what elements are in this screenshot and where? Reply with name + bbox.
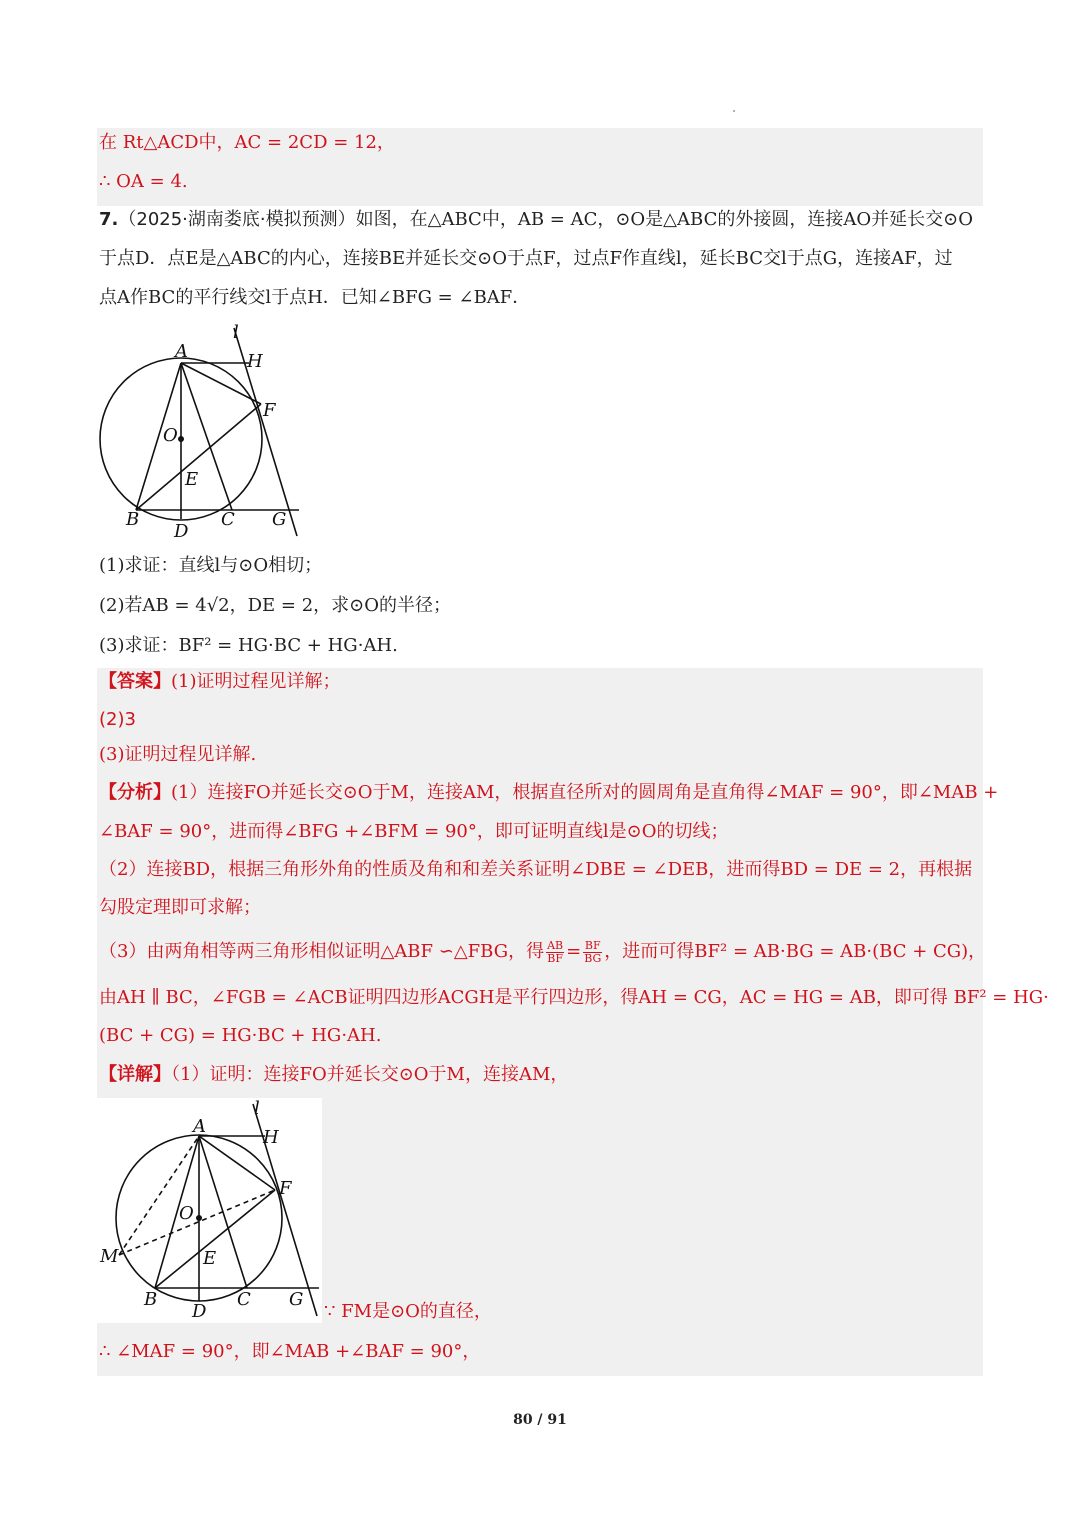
solution-line-2: ∴ OA = 4. — [99, 171, 188, 192]
label-g: G — [272, 509, 287, 530]
segment-mf-dashed — [119, 1190, 275, 1255]
detail-tag: 【详解】 — [99, 1064, 171, 1085]
solution-line-1: 在 Rt△ACD中，AC = 2CD = 12， — [99, 132, 395, 153]
detail-intro: （1）证明：连接FO并延长交⊙O于M，连接AM， — [171, 1064, 569, 1085]
label-o-2: O — [179, 1203, 194, 1224]
label-m-2: M — [100, 1246, 119, 1267]
problem-source: （2025·湖南娄底·模拟预测） — [118, 209, 356, 230]
detail-therefore: ∴ ∠MAF = 90°，即∠MAB +∠BAF = 90°， — [99, 1341, 481, 1362]
problem-line-3: 点A作BC的平行线交l于点H．已知∠BFG = ∠BAF． — [99, 287, 531, 308]
answer-tag: 【答案】 — [99, 671, 171, 692]
label-b-2: B — [144, 1289, 158, 1310]
stray-mark — [733, 110, 735, 112]
label-e-2: E — [203, 1248, 217, 1269]
analysis-p2-line2: 勾股定理即可求解； — [99, 897, 261, 918]
problem-number: 7. — [99, 209, 119, 230]
detail-since: ∵ FM是⊙O的直径， — [324, 1301, 492, 1322]
label-f: F — [263, 400, 276, 421]
question-3: (3)求证：BF² = HG·BC + HG·AH. — [99, 635, 398, 656]
label-c-2: C — [237, 1289, 251, 1310]
analysis-p3-line1 — [99, 938, 987, 966]
fraction-bf-bg-den: BG — [584, 951, 602, 965]
analysis-tag: 【分析】 — [99, 782, 171, 803]
question-2: (2)若AB = 4√2，DE = 2，求⊙O的半径； — [99, 595, 452, 616]
question-1: (1)求证：直线l与⊙O相切； — [99, 555, 323, 576]
analysis-p2-line1: （2）连接BD，根据三角形外角的性质及角和和差关系证明∠DBE = ∠DEB，进而得BD = DE = 2，再根据 — [99, 859, 973, 880]
label-b: B — [126, 509, 140, 530]
analysis-line-1 — [99, 781, 999, 805]
fraction-bf-bg-num: BF — [584, 938, 601, 952]
answer-line-1 — [99, 670, 981, 694]
segment-am-dashed — [119, 1136, 199, 1255]
analysis-p3-post: ，进而可得BF² = AB·BG = AB·(BC + CG)， — [604, 941, 987, 962]
label-c: C — [221, 509, 235, 530]
page-number: 80 / 91 — [513, 1412, 567, 1428]
fraction-ab-bf-num: AB — [547, 938, 564, 952]
segment-bf — [136, 404, 261, 510]
fraction-bf-bg — [583, 940, 602, 965]
label-g-2: G — [289, 1289, 304, 1310]
label-o: O — [163, 425, 178, 446]
geometry-figure-2 — [97, 1098, 322, 1323]
segment-bf-2 — [155, 1190, 275, 1288]
label-l: l — [233, 322, 239, 343]
geometry-figure-1 — [97, 322, 307, 544]
fraction-equals: = — [566, 941, 582, 962]
fraction-ab-bf-den: BF — [547, 951, 563, 965]
detail-line-1 — [99, 1063, 981, 1087]
line-l — [234, 328, 297, 536]
label-a: A — [175, 341, 188, 362]
label-d-2: D — [192, 1301, 207, 1322]
problem-line-1 — [99, 208, 981, 232]
label-f-2: F — [279, 1178, 292, 1199]
label-a-2: A — [193, 1116, 206, 1137]
answer-1: (1)证明过程见详解； — [171, 671, 341, 692]
figure-2-svg — [97, 1098, 322, 1323]
analysis-p3-line2: 由AH ∥ BC，∠FGB = ∠ACB证明四边形ACGH是平行四边形，得AH = CG，AC = HG = AB，即可得 BF² = HG· — [99, 987, 1049, 1008]
analysis-p3-line3: (BC + CG) = HG·BC + HG·AH. — [99, 1025, 382, 1046]
analysis-p1-line1: (1）连接FO并延长交⊙O于M，连接AM，根据直径所对的圆周角是直角得∠MAF = 90°，即∠MAB + — [171, 782, 999, 803]
label-l-2: l — [254, 1098, 260, 1119]
problem-line-2: 于点D．点E是△ABC的内心，连接BE并延长交⊙O于点F，过点F作直线l，延长BC交l于点G，连接AF，过 — [99, 248, 953, 269]
label-d: D — [174, 521, 189, 542]
label-h: H — [247, 351, 263, 372]
figure-1-svg — [97, 322, 307, 544]
center-dot — [178, 436, 184, 442]
analysis-p1-line2: ∠BAF = 90°，进而得∠BFG +∠BFM = 90°，即可证明直线l是⊙O的切线； — [99, 821, 729, 842]
problem-text-1: 如图，在△ABC中，AB = AC，⊙O是△ABC的外接圆，连接AO并延长交⊙O — [355, 209, 973, 230]
label-e: E — [185, 469, 199, 490]
answer-2: (2)3 — [99, 709, 136, 730]
label-h-2: H — [263, 1127, 279, 1148]
fraction-ab-bf — [546, 940, 564, 965]
center-dot-2 — [196, 1215, 202, 1221]
analysis-p3-pre: （3）由两角相等两三角形相似证明△ABF ∽△FBG，得 — [99, 941, 545, 962]
answer-3: (3)证明过程见详解. — [99, 744, 257, 765]
